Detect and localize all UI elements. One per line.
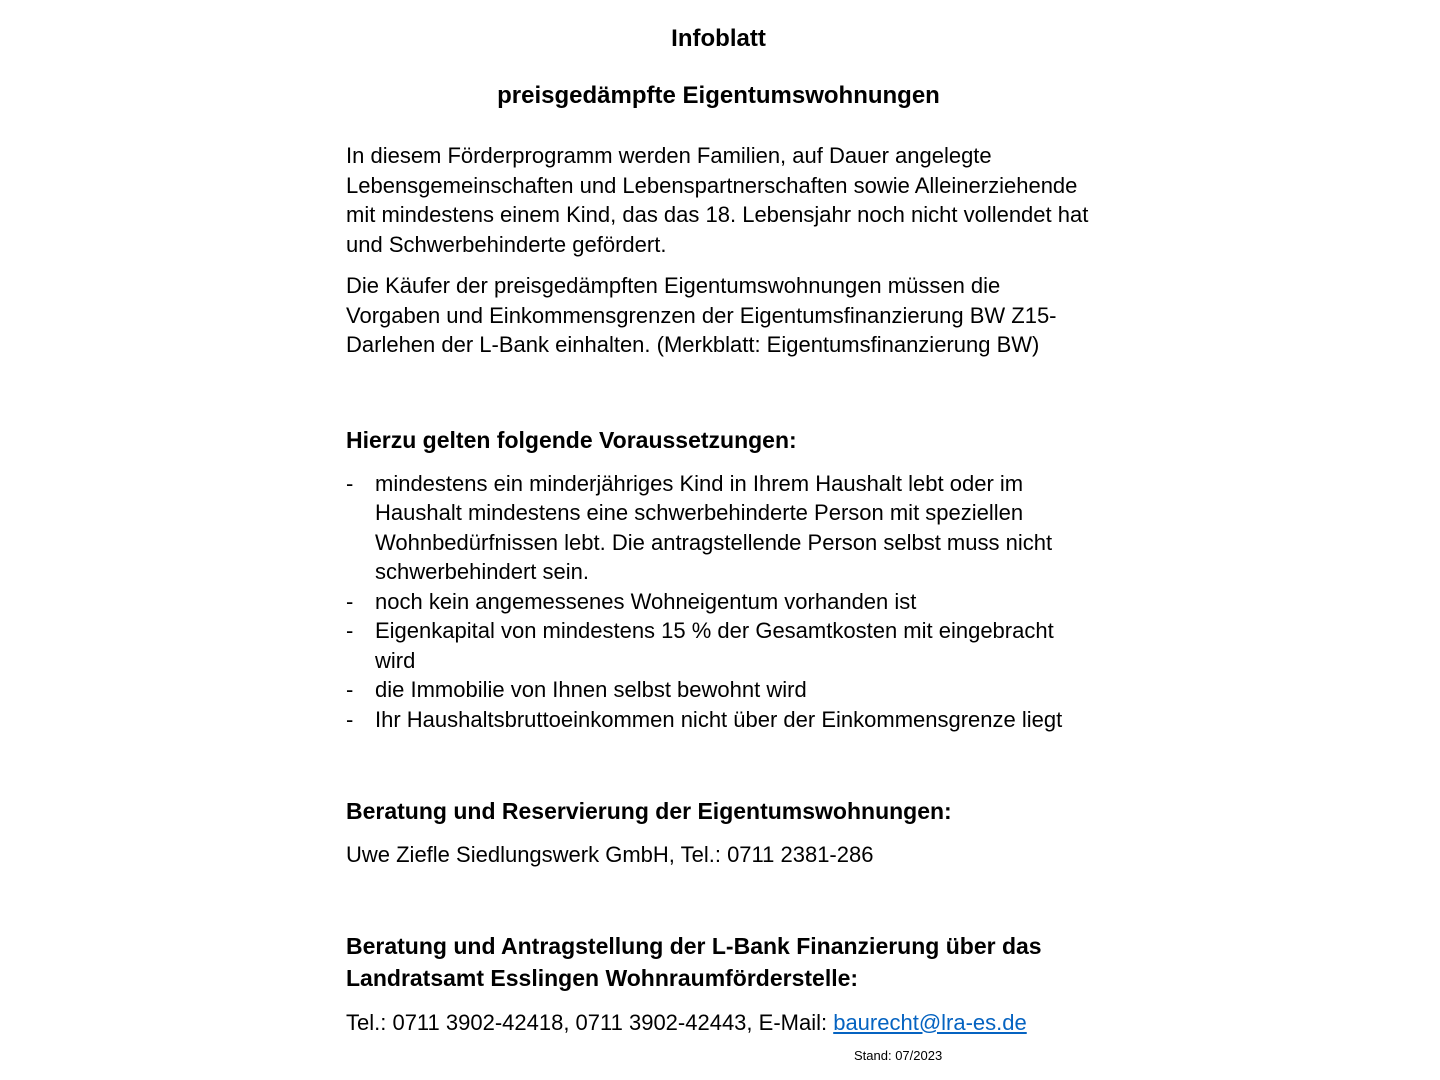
consultation-contact-line: Uwe Ziefle Siedlungswerk GmbH, Tel.: 0711 2381-286 — [346, 842, 874, 867]
list-item — [346, 675, 1091, 705]
intro-paragraph-2: Die Käufer der preisgedämpften Eigentumswohnungen müssen die Vorgaben und Einkommensgrenzen der Eigentumsfinanzierung BW Z15- Darlehen der L-Bank einhalten. (Merkblatt: Eigentumsfinanzierung BW) — [346, 273, 1057, 357]
list-item-text: Ihr Haushaltsbruttoeinkommen nicht über der Einkommensgrenze liegt — [375, 706, 1063, 732]
document-content — [346, 24, 1091, 1037]
email-link[interactable]: baurecht@lra-es.de — [833, 1009, 1027, 1035]
list-item — [346, 587, 1091, 617]
list-item-text: die Immobilie von Ihnen selbst bewohnt wird — [375, 677, 807, 702]
consultation-heading: Beratung und Reservierung der Eigentumswohnungen: — [346, 798, 952, 824]
page-subtitle: preisgedämpfte Eigentumswohnungen — [497, 82, 940, 109]
list-item — [346, 616, 1091, 675]
list-item-text: noch kein angemessenes Wohneigentum vorhanden ist — [375, 588, 917, 614]
bullet-dash: - — [346, 618, 354, 643]
requirements-heading: Hierzu gelten folgende Voraussetzungen: — [346, 426, 797, 453]
requirements-list — [346, 469, 1091, 735]
contact-prefix-text: Tel.: 0711 3902-42418, 0711 3902-42443, E-Mail: — [346, 1009, 834, 1035]
list-item — [346, 705, 1091, 735]
intro-paragraph-1: In diesem Förderprogramm werden Familien, auf Dauer angelegte Lebensgemeinschaften und Lebenspartnerschaften sowie Alleinerziehende mit mindestens einem Kind, das das 18. Lebensjahr noch nicht vollendet hat und Schwerbehinderte gefördert. — [346, 143, 1089, 257]
list-item-text: mindestens ein minderjähriges Kind in Ihrem Haushalt lebt oder im Haushalt mindestens eine schwerbehinderte Person mit speziellen Wohnbedürfnissen lebt. Die antragstellende Person selbst muss nicht schwerbehindert sein. — [375, 470, 1053, 584]
bullet-dash: - — [346, 470, 354, 496]
application-contact-line — [346, 1008, 1091, 1038]
application-heading: Beratung und Antragstellung der L-Bank Finanzierung über das Landratsamt Esslingen Wohnraumförderstelle: — [346, 932, 1042, 991]
bullet-dash: - — [346, 677, 354, 702]
page-title: Infoblatt — [671, 25, 766, 52]
list-item-text: Eigenkapital von mindestens 15 % der Gesamtkosten mit eingebracht wird — [375, 618, 1054, 673]
bullet-dash: - — [346, 588, 354, 614]
bullet-dash: - — [346, 706, 354, 732]
list-item — [346, 469, 1091, 587]
footer-stand-label: Stand: 07/2023 — [854, 1048, 943, 1063]
